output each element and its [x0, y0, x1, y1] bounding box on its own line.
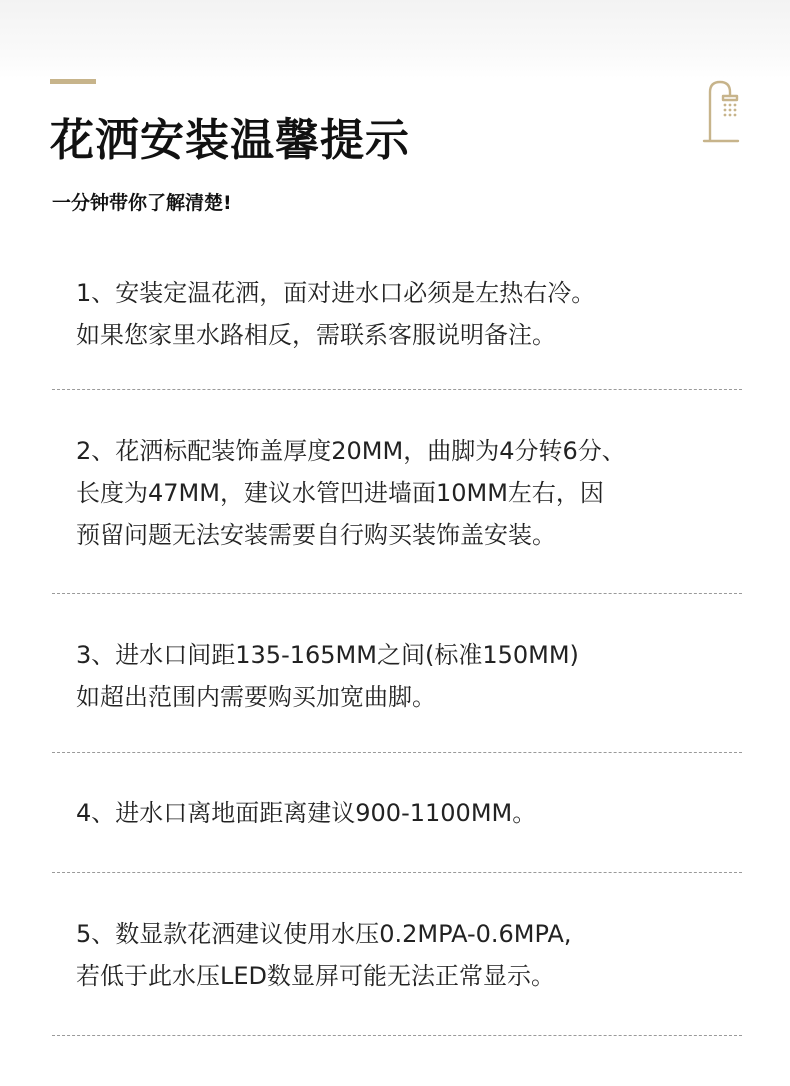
title-accent-bar	[50, 79, 96, 84]
note-line: 1、安装定温花洒，面对进水口必须是左热右冷。	[76, 279, 596, 307]
note-4	[76, 792, 756, 834]
dashed-divider	[52, 389, 742, 390]
shower-icon	[700, 78, 742, 144]
note-line: 2、花洒标配装饰盖厚度20MM，曲脚为4分转6分、	[76, 437, 626, 465]
dashed-divider	[52, 593, 742, 594]
note-line: 如超出范围内需要购买加宽曲脚。	[76, 683, 436, 711]
note-line: 5、数显款花洒建议使用水压0.2MPA-0.6MPA,	[76, 920, 572, 948]
page-title: 花洒安装温馨提示	[50, 115, 410, 166]
note-line: 3、进水口间距135-165MM之间(标准150MM)	[76, 641, 579, 669]
header-background	[0, 0, 790, 78]
dashed-divider	[52, 752, 742, 753]
note-line: 如果您家里水路相反，需联系客服说明备注。	[76, 321, 556, 349]
dashed-divider	[52, 1035, 742, 1036]
note-line: 4、进水口离地面距离建议900-1100MM。	[76, 799, 537, 827]
page-subtitle: 一分钟带你了解清楚!	[52, 192, 232, 214]
note-1	[76, 272, 756, 356]
dashed-divider	[52, 872, 742, 873]
note-5	[76, 913, 756, 997]
note-line: 预留问题无法安装需要自行购买装饰盖安装。	[76, 521, 556, 549]
note-line: 若低于此水压LED数显屏可能无法正常显示。	[76, 962, 556, 990]
note-line: 长度为47MM，建议水管凹进墙面10MM左右，因	[76, 479, 604, 507]
note-2	[76, 430, 756, 556]
note-3	[76, 634, 756, 718]
